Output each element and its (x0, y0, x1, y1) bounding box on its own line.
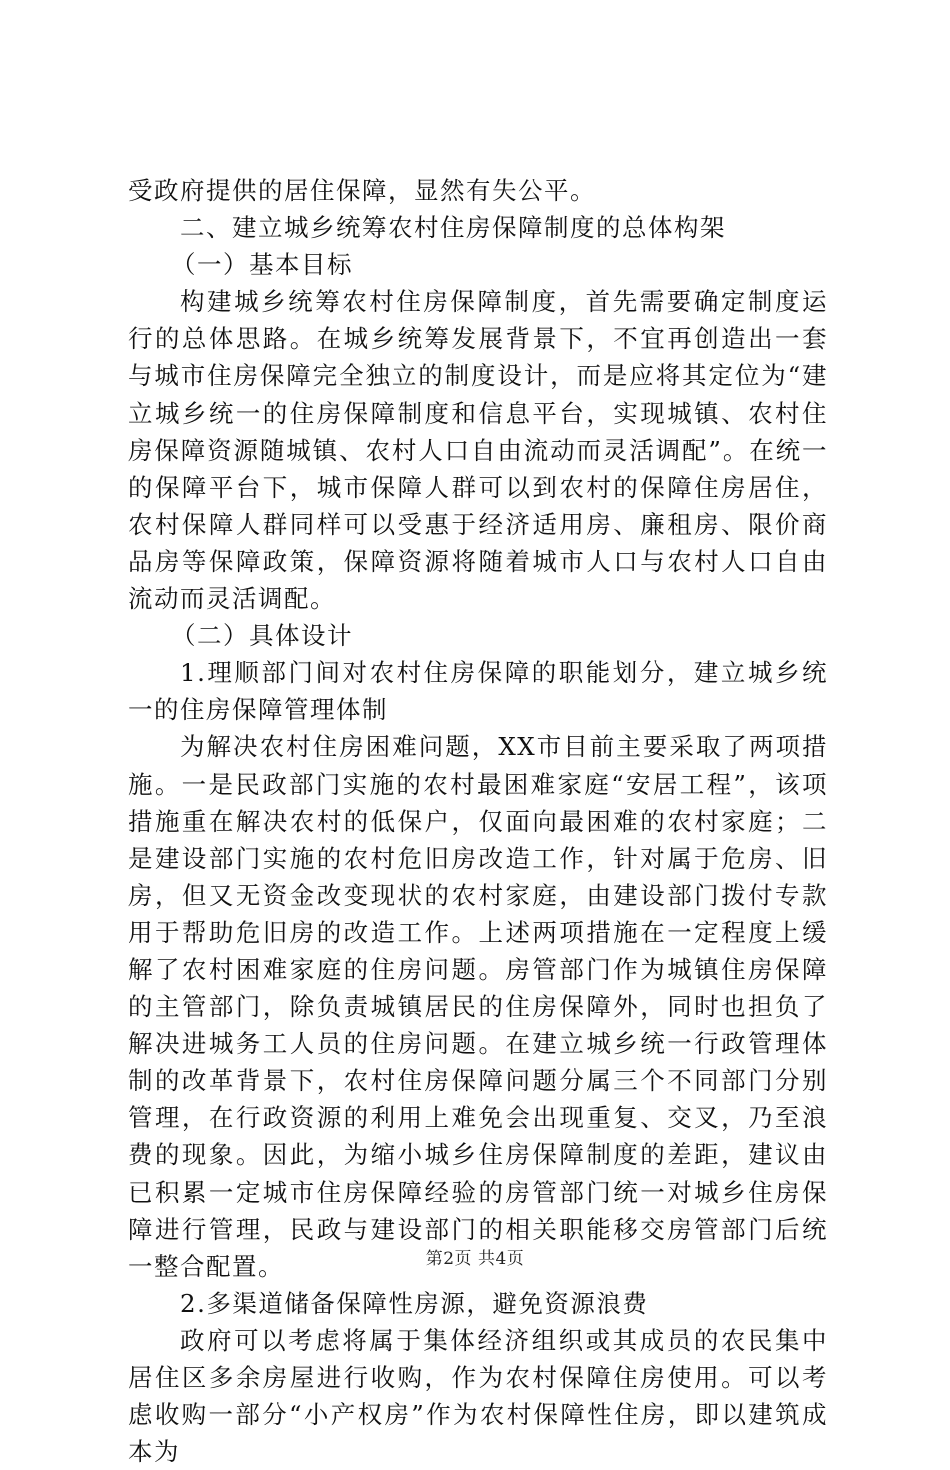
paragraph-continuation: 受政府提供的居住保障，显然有失公平。 (128, 176, 596, 205)
section-heading-2: 二、建立城乡统筹农村住房保障制度的总体构架 (180, 213, 726, 243)
paragraph-basic-goals: 构建城乡统筹农村住房保障制度，首先需要确定制度运行的总体思路。在城乡统筹发展背景下，不宜再创造出一套与城市住房保障完全独立的制度设计，而是应将其定位为“建立城乡统一的住房保障制度和信息平台，实现城镇、农村住房保障资源随城镇、农村人口自由流动而灵活调配”。在统一的保障平台下，城市保障人群可以到农村的保障住房居住，农村保障人群同样可以受惠于经济适用房、廉租房、限价商品房等保障政策，保障资源将随着城市人口与农村人口自由流动而灵活调配。 (128, 287, 828, 614)
page-footer: 第2页 共4页 (425, 1249, 525, 1269)
subsection-heading-basic-goals: （一）基本目标 (171, 250, 353, 280)
paragraph-item-1: 为解决农村住房困难问题，XX市目前主要采取了两项措施。一是民政部门实施的农村最困难家庭“安居工程”，该项措施重在解决农村的低保户，仅面向最困难的农村家庭；二是建设部门实施的农村危旧房改造工作，针对属于危房、旧房，但又无资金改变现状的农村家庭，由建设部门拨付专款用于帮助危旧房的改造工作。上述两项措施在一定程度上缓解了农村困难家庭的住房问题。房管部门作为城镇住房保障的主管部门，除负责城镇居民的住房保障外，同时也担负了解决进城务工人员的住房问题。在建立城乡统一行政管理体制的改革背景下，农村住房保障问题分属三个不同部门分别管理，在行政资源的利用上难免会出现重复、交叉，乃至浪费的现象。因此，为缩小城乡住房保障制度的差距，建议由已积累一定城市住房保障经验的房管部门统一对城乡住房保障进行管理，民政与建设部门的相关职能移交房管部门后统一整合配置。 (128, 732, 828, 1281)
document-body (128, 172, 828, 1470)
item-heading-1: 1.理顺部门间对农村住房保障的职能划分，建立城乡统一的住房保障管理体制 (128, 658, 828, 725)
item-heading-2: 2.多渠道储备保障性房源，避免资源浪费 (180, 1288, 649, 1318)
paragraph-item-2: 政府可以考虑将属于集体经济组织或其成员的农民集中居住区多余房屋进行收购，作为农村保障住房使用。可以考虑收购一部分“小产权房”作为农村保障性住房，即以建筑成本为 (128, 1325, 828, 1467)
subsection-heading-specific-design: （二）具体设计 (171, 621, 353, 651)
